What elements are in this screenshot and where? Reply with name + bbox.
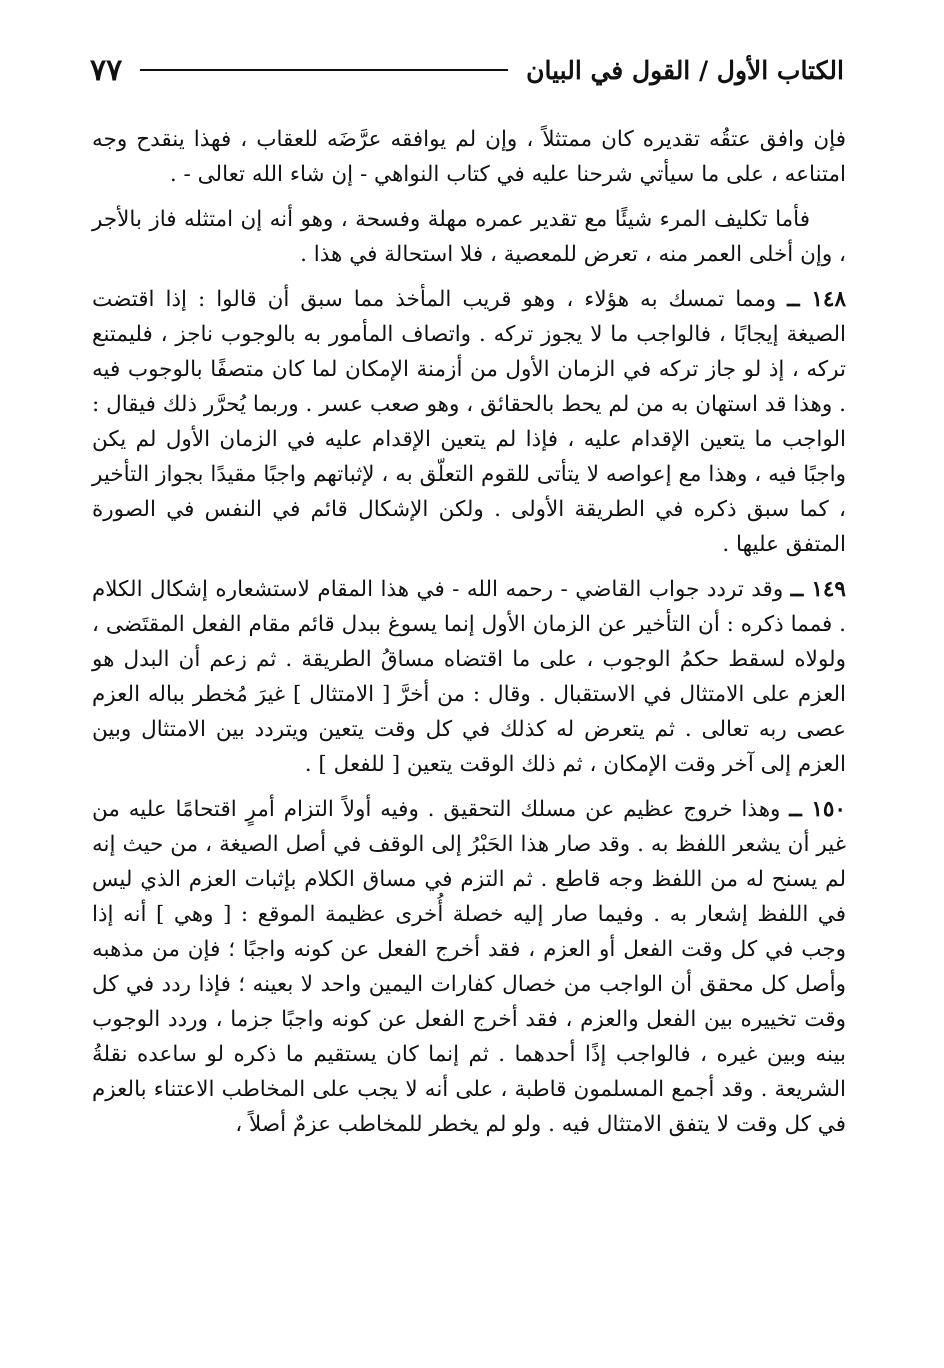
- paragraph-text: فأما تكليف المرء شيئًا مع تقدير عمره مهلة وفسحة ، وهو أنه إن امتثله فاز بالأجر ، وإن أخلى العمر منه ، تعرض للمعصية ، فلا استحالة في هذا .: [92, 207, 846, 267]
- paragraph-text: فإن وافق عتقُه تقديره كان ممتثلاً ، وإن لم يوافقه عرَّضَه للعقاب ، فهذا ينقدح وجه امتناعه ، على ما سيأتي شرحنا عليه في كتاب النواهي - إن شاء الله تعالى - .: [92, 127, 846, 187]
- header-rule: [140, 69, 508, 71]
- page-header: [90, 48, 844, 92]
- paragraph-continuation: [92, 122, 846, 192]
- paragraph-number: ١٤٩ ــ: [790, 577, 846, 602]
- running-title: الكتاب الأول / القول في البيان: [526, 55, 844, 85]
- paragraph-150: [92, 792, 846, 1142]
- paragraph-text: وقد تردد جواب القاضي - رحمه الله - في هذا المقام لاستشعاره إشكال الكلام . فمما ذكره : أن التأخير عن الزمان الأول إنما يسوغ ببدل قائم مقام الفعل المقتَضى ، ولولاه لسقط حكمُ الوجوب ، على ما اقتضاه مساقُ الطريقة . ثم زعم أن البدل هو العزم على الامتثال في الاستقبال . وقال : من أخرَّ [ الامتثال ] غيرَ مُخطر بباله العزم عصى ربه تعالى . ثم يتعرض له كذلك في كل وقت يتعين ويتردد بين الامتثال وبين العزم إلى آخر وقت الإمكان ، ثم ذلك الوقت يتعين [ للفعل ] .: [92, 577, 846, 777]
- paragraph: [92, 202, 846, 272]
- paragraph-149: [92, 572, 846, 782]
- paragraph-number: ١٤٨ ــ: [787, 287, 846, 312]
- paragraph-number: ١٥٠ ــ: [789, 797, 846, 822]
- paragraph-text: ومما تمسك به هؤلاء ، وهو قريب المأخذ مما سبق أن قالوا : إذا اقتضت الصيغة إيجابًا ، فالواجب ما لا يجوز تركه . واتصاف المأمور به بالوجوب ناجز ، فليمتنع تركه ، إذ لو جاز تركه في الزمان الأول من أزمنة الإمكان لما كان متصفًا بالوجوب فيه . وهذا قد استهان به من لم يحط بالحقائق ، وهو صعب عسر . وربما يُحرَّر ذلك فيقال : الواجب ما يتعين الإقدام عليه ، فإذا لم يتعين الإقدام عليه في الزمان الأول لم يكن واجبًا فيه ، وهذا مع إعواصه لا يتأتى للقوم التعلّق به ، لإثباتهم واجبًا مقيدًا بجواز التأخير ، كما سبق ذكره في الطريقة الأولى . ولكن الإشكال قائم في النفس في الصورة المتفق عليها .: [92, 287, 846, 557]
- page-body: [92, 122, 846, 1152]
- paragraph-148: [92, 282, 846, 562]
- page-number: ٧٧: [90, 52, 123, 88]
- paragraph-text: وهذا خروج عظيم عن مسلك التحقيق . وفيه أولاً التزام أمرٍ اقتحامًا عليه من غير أن يشعر اللفظ به . وقد صار هذا الحَبْرُ إلى الوقف في أصل الصيغة ، من حيث إنه لم يسنح له من اللفظ وجه قاطع . ثم التزم في مساق الكلام بإثبات العزم الذي ليس في اللفظ إشعار به . وفيما صار إليه خصلة أُخرى عظيمة الموقع : [ وهي ] أنه إذا وجب في كل وقت الفعل أو العزم ، فقد أخرج الفعل عن كونه واجبًا ؛ فإن من مذهبه وأصل كل محقق أن الواجب من خصال كفارات اليمين واحد لا بعينه ؛ فإذا ردد في كل وقت تخييره بين الفعل والعزم ، فقد أخرج الفعل عن كونه واجبًا جزما ، وردد الوجوب بينه وبين غيره ، فالواجب إذًا أحدهما . ثم إنما كان يستقيم ما ذكره لو ساعده نقلةُ الشريعة . وقد أجمع المسلمون قاطبة ، على أنه لا يجب على المخاطب الاعتناء بالعزم في كل وقت لا يتفق الامتثال فيه . ولو لم يخطر للمخاطب عزمٌ أصلاً ،: [92, 797, 846, 1137]
